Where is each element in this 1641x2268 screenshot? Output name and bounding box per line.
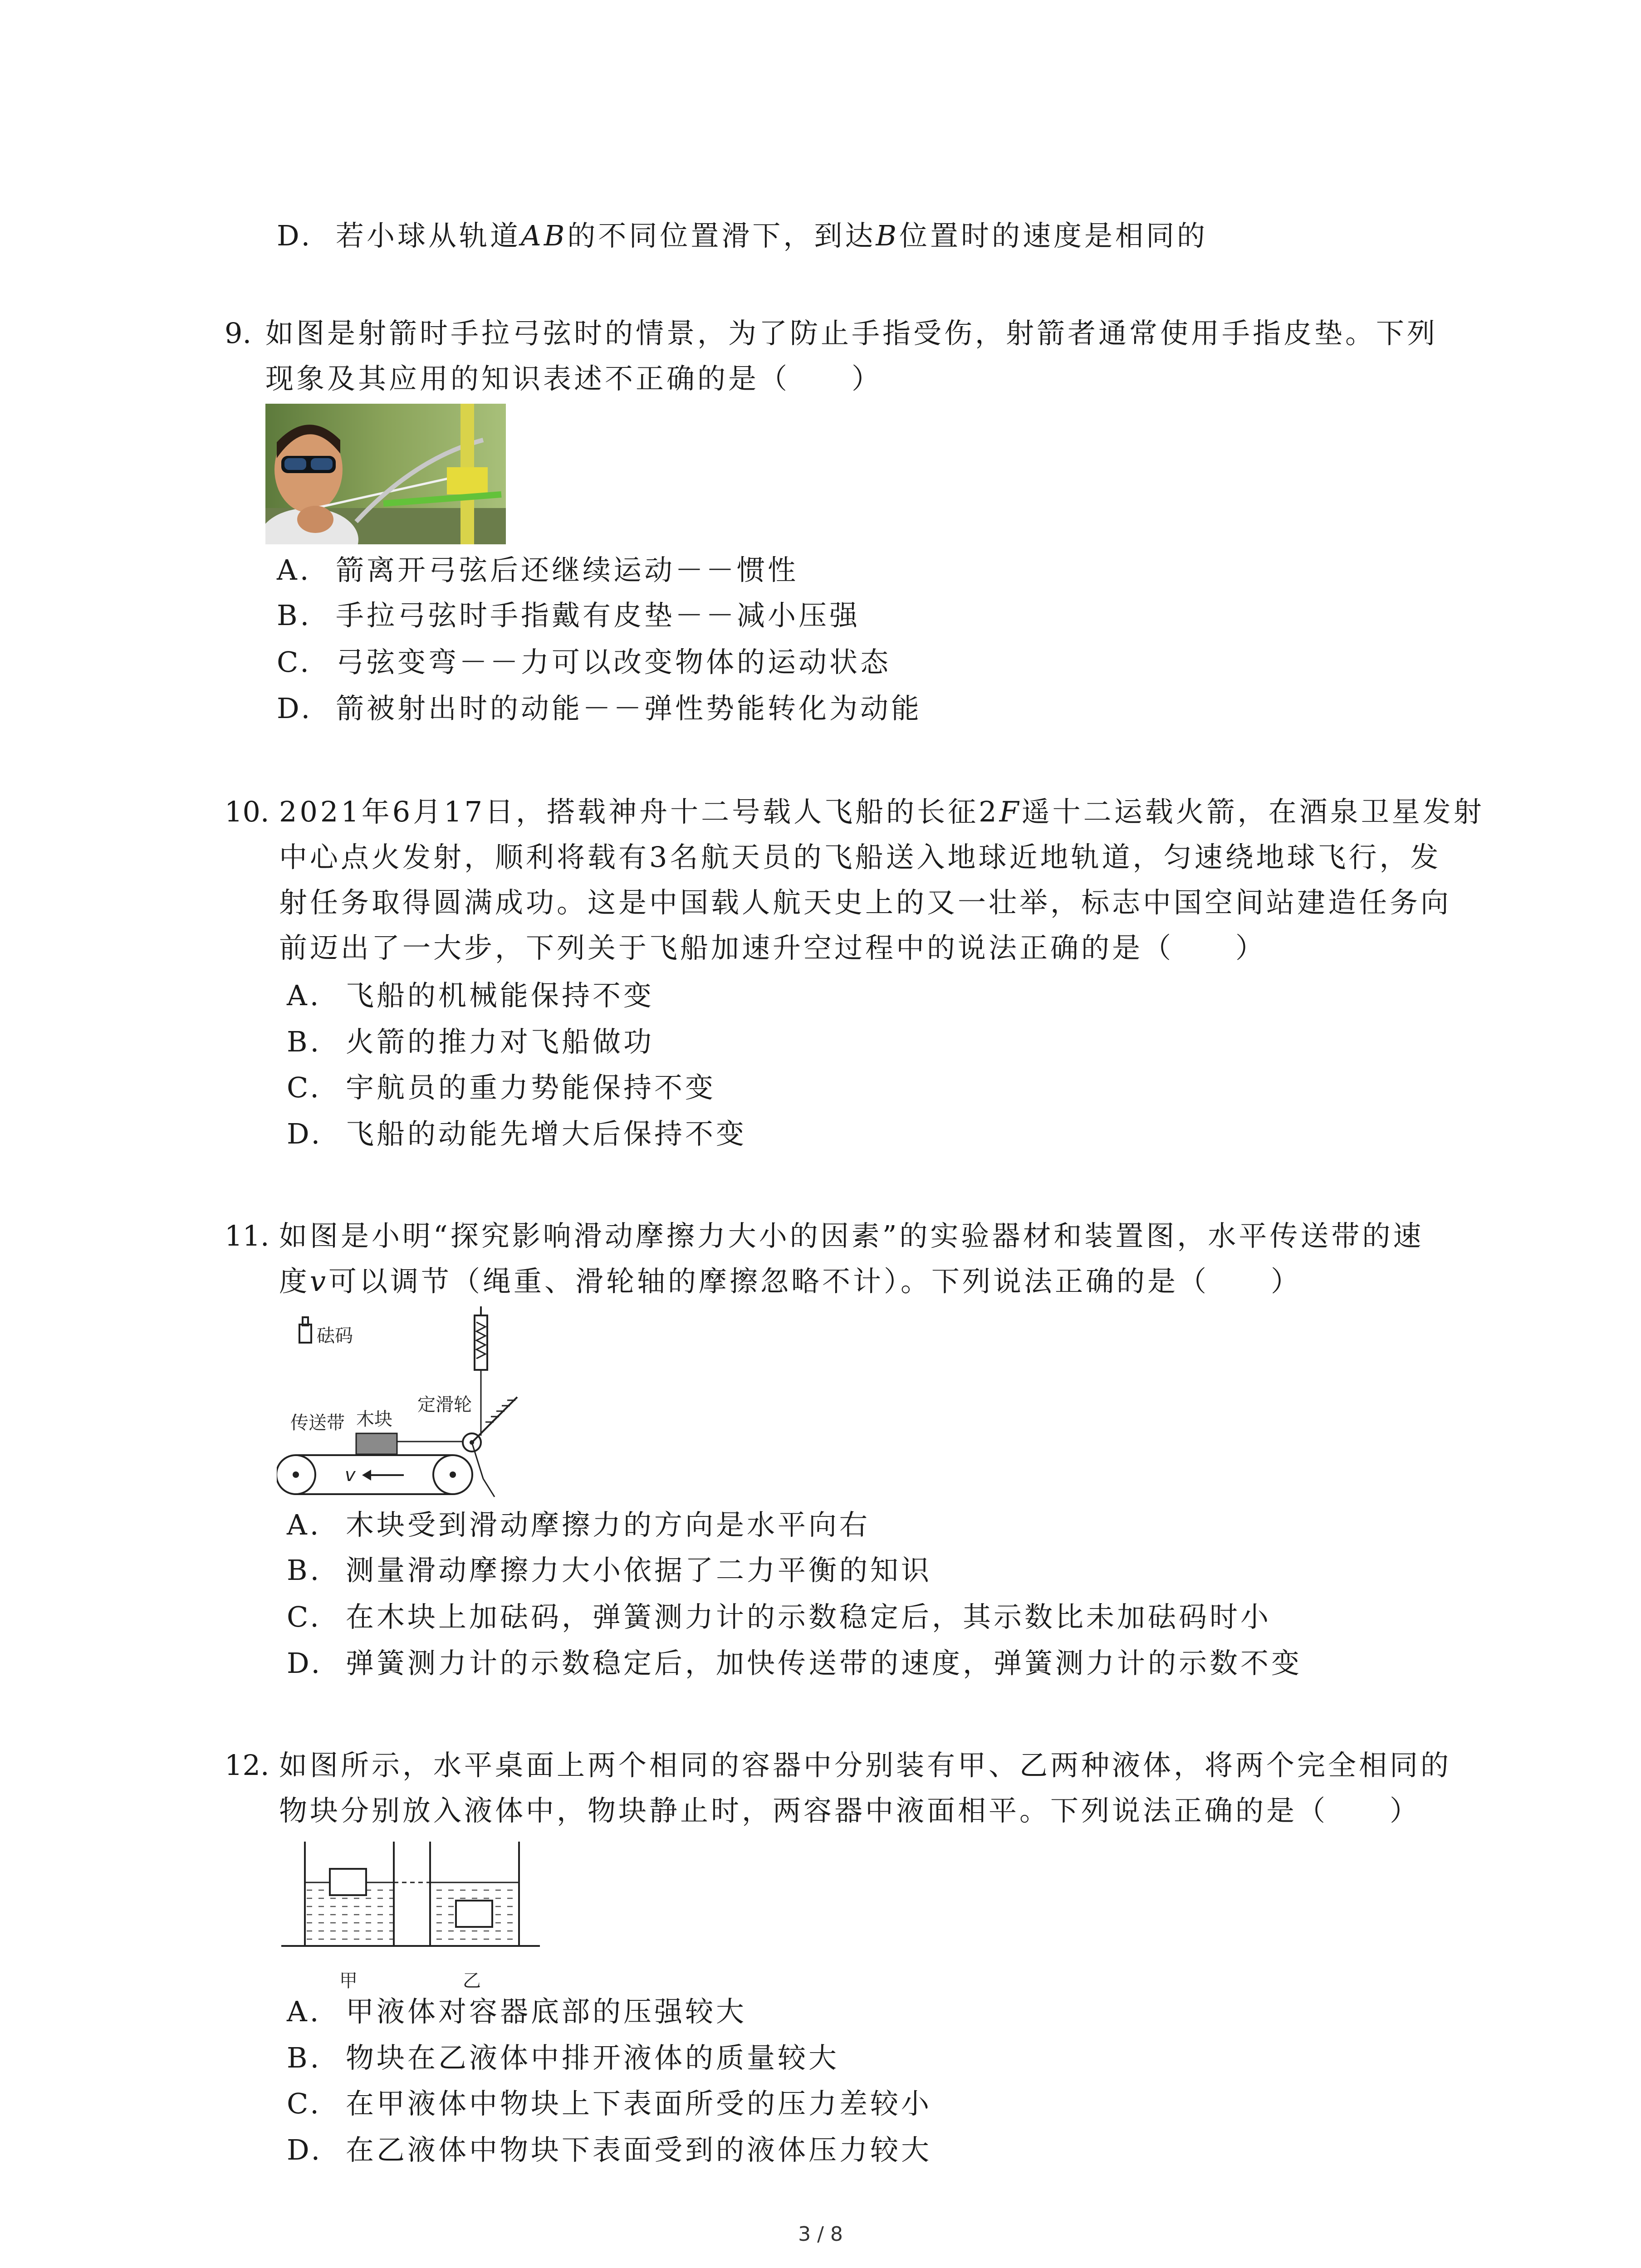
pulley-label: 定滑轮 <box>417 1394 472 1415</box>
q12-stem-line1: 如图所示，水平桌面上两个相同的容器中分别装有甲、乙两种液体，将两个完全相同的 <box>279 1749 1452 1782</box>
weight-label: 砝码 <box>317 1325 353 1346</box>
block-in-jia <box>330 1869 366 1895</box>
q12-number: 12. <box>225 1749 269 1782</box>
q9-stem-line2: 现象及其应用的知识表述不正确的是（ ） <box>265 362 883 395</box>
belt-label: 传送带 <box>290 1413 345 1433</box>
label-jia: 甲 <box>339 1970 358 1991</box>
q10-option-c: C. 宇航员的重力势能保持不变 <box>287 1071 716 1104</box>
q10-stem-line1: 2021年6月17日，搭载神舟十二号载人飞船的长征2F遥十二运载火箭，在酒泉卫星发射 <box>279 795 1484 828</box>
q9-option-c: C. 弓弦变弯－－力可以改变物体的运动状态 <box>277 645 892 679</box>
archer-photo <box>265 404 506 544</box>
q9-stem-line1: 如图是射箭时手拉弓弦时的情景，为了防止手指受伤，射箭者通常使用手指皮垫。下列 <box>265 317 1438 350</box>
block-in-yi <box>456 1901 492 1927</box>
q10-stem-line4: 前迈出了一大步，下列关于飞船加速升空过程中的说法正确的是（ ） <box>279 931 1267 964</box>
q10-option-b: B. 火箭的推力对飞船做功 <box>287 1025 655 1058</box>
q11-option-d: D. 弹簧测力计的示数稳定后，加快传送带的速度，弹簧测力计的示数不变 <box>287 1647 1303 1680</box>
spring-scale-icon <box>475 1306 487 1436</box>
q9-option-b: B. 手拉弓弦时手指戴有皮垫－－减小压强 <box>277 599 861 632</box>
q12-option-a: A. 甲液体对容器底部的压强较大 <box>287 1995 747 2028</box>
q10-stem-line2: 中心点火发射，顺利将载有3名航天员的飞船送入地球近地轨道，匀速绕地球飞行，发 <box>279 841 1441 874</box>
q10-option-d: D. 飞船的动能先增大后保持不变 <box>287 1117 747 1150</box>
q11-option-c: C. 在木块上加砝码，弹簧测力计的示数稳定后，其示数比未加砝码时小 <box>287 1600 1272 1633</box>
q9-number: 9. <box>225 317 252 350</box>
page-number: 3 / 8 <box>798 2223 843 2246</box>
container-yi <box>430 1842 519 1946</box>
q10-stem-line3: 射任务取得圆满成功。这是中国载人航天史上的又一壮举，标志中国空间站建造任务向 <box>279 886 1452 919</box>
q12-option-d: D. 在乙液体中物块下表面受到的液体压力较大 <box>287 2133 932 2166</box>
q9-option-d: D. 箭被射出时的动能－－弹性势能转化为动能 <box>277 692 922 725</box>
two-containers-diagram <box>281 1837 544 2000</box>
conveyor-friction-diagram <box>277 1306 531 1506</box>
arrow-left-icon <box>362 1470 404 1481</box>
q9-option-a: A. 箭离开弓弦后还继续运动－－惯性 <box>277 553 799 587</box>
velocity-label: v <box>345 1465 356 1486</box>
weight-icon <box>299 1317 311 1343</box>
q12-option-c: C. 在甲液体中物块上下表面所受的压力差较小 <box>287 2087 932 2120</box>
q11-option-a: A. 木块受到滑动摩擦力的方向是水平向右 <box>287 1508 871 1541</box>
q8-option-d: D. 若小球从轨道AB的不同位置滑下，到达B位置时的速度是相同的 <box>277 219 1208 252</box>
wood-block <box>356 1433 397 1454</box>
block-label: 木块 <box>356 1409 392 1430</box>
label-yi: 乙 <box>463 1970 481 1991</box>
q10-number: 10. <box>225 795 269 828</box>
q11-option-b: B. 测量滑动摩擦力大小依据了二力平衡的知识 <box>287 1554 932 1587</box>
q11-stem-line1: 如图是小明“探究影响滑动摩擦力大小的因素”的实验器材和装置图，水平传送带的速 <box>279 1219 1424 1252</box>
container-jia <box>305 1842 394 1946</box>
q11-number: 11. <box>225 1219 269 1252</box>
q11-stem-line2: 度v可以调节（绳重、滑轮轴的摩擦忽略不计）。下列说法正确的是（ ） <box>279 1265 1302 1298</box>
q12-stem-line2: 物块分别放入液体中，物块静止时，两容器中液面相平。下列说法正确的是（ ） <box>279 1794 1421 1827</box>
q10-option-a: A. 飞船的机械能保持不变 <box>287 979 655 1012</box>
q12-option-b: B. 物块在乙液体中排开液体的质量较大 <box>287 2041 840 2074</box>
